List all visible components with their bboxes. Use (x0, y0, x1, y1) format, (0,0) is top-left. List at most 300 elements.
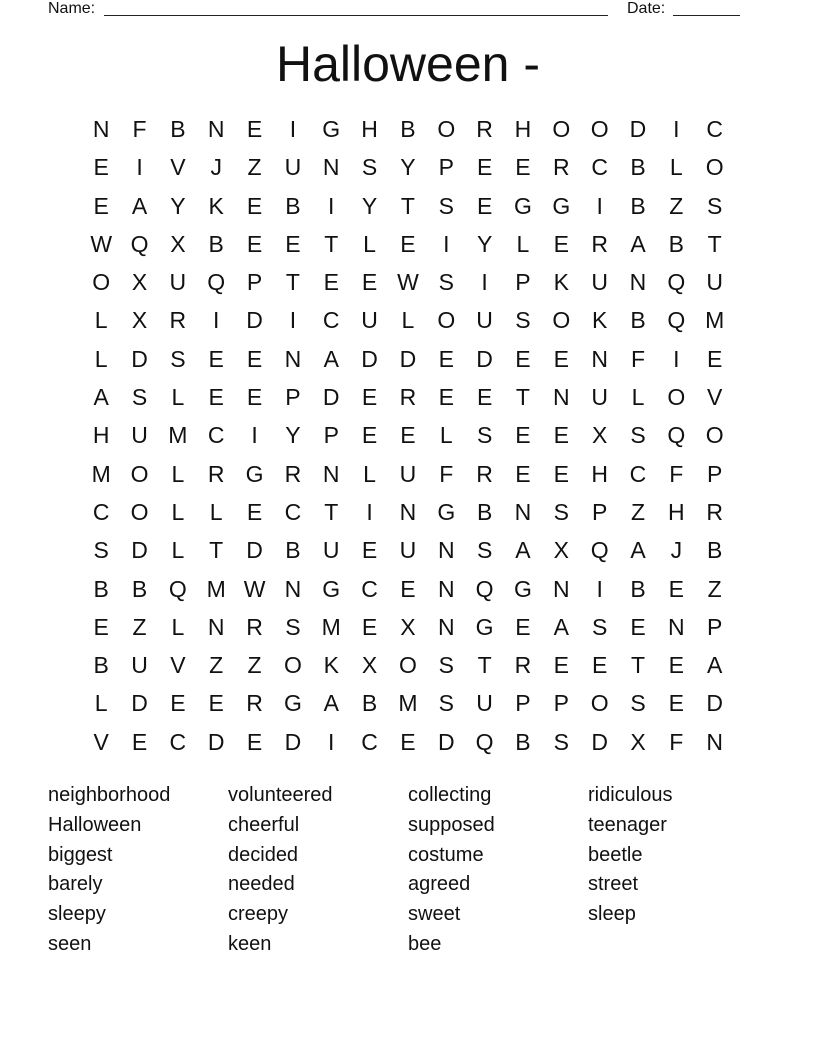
grid-letter[interactable]: U (169, 269, 187, 296)
grid-letter[interactable]: P (438, 154, 454, 181)
grid-letter[interactable]: D (207, 728, 225, 755)
grid-letter[interactable]: S (630, 690, 646, 717)
grid-letter[interactable]: U (476, 690, 493, 717)
grid-letter[interactable]: P (707, 613, 723, 640)
grid-letter[interactable]: E (515, 345, 531, 372)
grid-letter[interactable]: R (169, 307, 187, 334)
grid-letter[interactable]: Y (170, 192, 186, 219)
grid-letter[interactable]: N (437, 575, 455, 602)
word-bank-item: creepy (228, 903, 289, 926)
grid-letter[interactable]: B (400, 116, 416, 142)
grid-letter[interactable]: I (481, 269, 488, 296)
grid-letter[interactable]: S (93, 537, 109, 564)
grid-letter[interactable]: C (629, 460, 647, 487)
grid-letter[interactable]: N (706, 728, 723, 755)
grid-letter[interactable]: E (400, 230, 416, 257)
grid-letter[interactable]: W (397, 269, 419, 296)
grid-letter[interactable]: N (514, 498, 532, 525)
grid-letter[interactable]: C (361, 728, 378, 755)
word-bank-item: sleep (588, 903, 636, 926)
name-blank-line[interactable] (104, 15, 608, 16)
grid-letter[interactable]: S (553, 728, 569, 755)
grid-letter[interactable]: N (322, 154, 340, 181)
grid-letter[interactable]: V (707, 384, 723, 411)
grid-letter[interactable]: P (323, 422, 339, 449)
grid-letter[interactable]: N (92, 116, 110, 142)
grid-letter[interactable]: E (361, 613, 378, 640)
grid-letter[interactable]: C (361, 575, 378, 602)
grid-letter[interactable]: C (591, 154, 608, 181)
grid-letter[interactable]: E (131, 728, 148, 755)
grid-letter[interactable]: R (246, 613, 263, 640)
grid-letter[interactable]: E (476, 192, 493, 219)
grid-letter[interactable]: O (130, 498, 149, 525)
grid-letter[interactable]: U (591, 384, 608, 411)
grid-letter[interactable]: Z (669, 192, 684, 219)
grid-letter[interactable]: F (630, 345, 646, 372)
grid-letter[interactable]: Q (590, 537, 609, 564)
grid-letter[interactable]: M (206, 575, 226, 602)
grid-letter[interactable]: B (515, 728, 531, 755)
grid-letter[interactable]: E (93, 613, 109, 640)
grid-letter[interactable]: X (131, 269, 148, 296)
grid-letter[interactable]: M (321, 613, 341, 640)
grid-letter[interactable]: E (400, 575, 416, 602)
grid-letter[interactable]: I (289, 116, 297, 142)
grid-letter[interactable]: Q (475, 728, 494, 755)
grid-letter[interactable]: D (437, 728, 455, 755)
grid-letter[interactable]: E (515, 613, 531, 640)
grid-letter[interactable]: L (94, 345, 108, 372)
grid-letter[interactable]: E (361, 384, 378, 411)
grid-letter[interactable]: E (208, 345, 224, 372)
grid-letter[interactable]: P (515, 269, 531, 296)
grid-letter[interactable]: N (552, 575, 570, 602)
grid-letter[interactable]: E (208, 384, 224, 411)
grid-letter[interactable]: O (130, 460, 149, 487)
grid-letter[interactable]: E (476, 154, 493, 181)
grid-letter[interactable]: G (514, 192, 532, 219)
grid-letter[interactable]: L (363, 230, 376, 257)
grid-letter[interactable]: E (591, 652, 608, 679)
grid-letter[interactable]: O (590, 116, 609, 142)
grid-letter[interactable]: L (363, 460, 376, 487)
grid-letter[interactable]: L (171, 537, 185, 564)
grid-letter[interactable]: T (209, 537, 224, 564)
grid-letter[interactable]: N (591, 345, 608, 372)
grid-letter[interactable]: G (283, 690, 302, 717)
grid-letter[interactable]: U (706, 269, 723, 296)
grid-letter[interactable]: R (399, 384, 417, 411)
grid-letter[interactable]: Q (130, 230, 149, 257)
grid-letter[interactable]: L (171, 460, 185, 487)
grid-letter[interactable]: T (707, 230, 722, 257)
grid-letter[interactable]: E (668, 575, 684, 602)
grid-letter[interactable]: X (361, 652, 378, 679)
grid-letter[interactable]: N (284, 575, 302, 602)
grid-letter[interactable]: E (438, 345, 454, 372)
grid-letter[interactable]: E (553, 652, 569, 679)
grid-letter[interactable]: L (171, 384, 185, 411)
grid-letter[interactable]: Y (400, 154, 416, 181)
grid-letter[interactable]: Q (475, 575, 494, 602)
grid-letter[interactable]: B (361, 690, 378, 717)
grid-letter[interactable]: G (437, 498, 456, 525)
grid-letter[interactable]: H (668, 498, 685, 525)
grid-letter[interactable]: Y (361, 192, 378, 219)
grid-letter[interactable]: G (514, 575, 532, 602)
grid-letter[interactable]: F (439, 460, 454, 487)
grid-letter[interactable]: A (515, 537, 531, 564)
grid-letter[interactable]: S (553, 498, 569, 525)
grid-letter[interactable]: L (94, 690, 108, 717)
grid-letter[interactable]: I (673, 116, 680, 142)
grid-letter[interactable]: D (399, 345, 417, 372)
grid-letter[interactable]: R (207, 460, 225, 487)
grid-letter[interactable]: E (361, 537, 378, 564)
grid-letter[interactable]: C (207, 422, 225, 449)
grid-letter[interactable]: X (400, 613, 416, 640)
grid-letter[interactable]: U (476, 307, 493, 334)
grid-letter[interactable]: U (322, 537, 340, 564)
grid-letter[interactable]: U (284, 154, 302, 181)
grid-letter[interactable]: N (284, 345, 302, 372)
grid-letter[interactable]: G (245, 460, 264, 487)
grid-letter[interactable]: E (246, 345, 263, 372)
grid-letter[interactable]: U (131, 422, 148, 449)
grid-letter[interactable]: B (668, 230, 684, 257)
grid-letter[interactable]: X (170, 230, 186, 257)
grid-letter[interactable]: E (438, 384, 454, 411)
grid-letter[interactable]: N (399, 498, 417, 525)
grid-letter[interactable]: R (476, 116, 493, 142)
grid-letter[interactable]: X (131, 307, 148, 334)
grid-letter[interactable]: O (437, 116, 456, 142)
grid-letter[interactable]: P (707, 460, 723, 487)
grid-letter[interactable]: E (93, 154, 109, 181)
grid-letter[interactable]: B (630, 192, 646, 219)
grid-letter[interactable]: Y (476, 230, 493, 257)
grid-letter[interactable]: F (669, 460, 684, 487)
grid-letter[interactable]: C (284, 498, 302, 525)
grid-letter[interactable]: U (399, 537, 417, 564)
grid-letter[interactable]: I (443, 230, 450, 257)
grid-letter[interactable]: D (131, 345, 148, 372)
grid-letter[interactable]: K (323, 652, 339, 679)
grid-letter[interactable]: E (630, 613, 646, 640)
grid-letter[interactable]: G (475, 613, 494, 640)
grid-letter[interactable]: Q (667, 269, 686, 296)
grid-letter[interactable]: Y (285, 422, 301, 449)
grid-letter[interactable]: E (246, 192, 263, 219)
grid-letter[interactable]: N (552, 384, 570, 411)
grid-letter[interactable]: S (170, 345, 186, 372)
grid-letter[interactable]: T (285, 269, 300, 296)
grid-letter[interactable]: D (591, 728, 608, 755)
grid-letter[interactable]: M (705, 307, 725, 334)
grid-letter[interactable]: E (246, 116, 263, 142)
grid-letter[interactable]: E (515, 154, 531, 181)
grid-letter[interactable]: J (210, 154, 222, 181)
grid-letter[interactable]: L (171, 498, 185, 525)
grid-letter[interactable]: E (515, 422, 531, 449)
grid-letter[interactable]: T (630, 652, 646, 679)
grid-row (82, 493, 734, 531)
grid-letter[interactable]: E (515, 460, 531, 487)
grid-letter[interactable]: A (630, 537, 646, 564)
grid-letter[interactable]: T (324, 230, 339, 257)
grid-letter[interactable]: M (91, 460, 111, 487)
grid-letter[interactable]: Z (630, 498, 646, 525)
grid-letter[interactable]: R (284, 460, 302, 487)
date-blank-line[interactable] (673, 15, 740, 16)
grid-letter[interactable]: P (246, 269, 263, 296)
grid-letter[interactable]: A (323, 345, 339, 372)
grid-letter[interactable]: C (322, 307, 340, 334)
grid-letter[interactable]: S (707, 192, 723, 219)
grid-letter[interactable]: E (170, 690, 186, 717)
grid-letter[interactable]: P (591, 498, 608, 525)
grid-letter[interactable]: S (515, 307, 531, 334)
grid-letter[interactable]: E (208, 690, 224, 717)
grid-letter[interactable]: I (596, 192, 603, 219)
grid-letter[interactable]: E (361, 269, 378, 296)
grid-letter[interactable]: D (322, 384, 340, 411)
grid-letter[interactable]: T (324, 498, 339, 525)
grid-letter[interactable]: D (131, 537, 148, 564)
grid-letter[interactable]: C (92, 498, 110, 525)
grid-letter[interactable]: D (629, 116, 647, 142)
grid-letter[interactable]: Z (707, 575, 722, 602)
grid-letter[interactable]: V (170, 154, 186, 181)
grid-letter[interactable]: B (131, 575, 148, 602)
grid-letter[interactable]: N (629, 269, 647, 296)
grid-letter[interactable]: G (322, 575, 341, 602)
grid-letter[interactable]: I (289, 307, 297, 334)
grid-letter[interactable]: E (707, 345, 723, 372)
grid-letter[interactable]: U (399, 460, 417, 487)
grid-letter[interactable]: K (591, 307, 608, 334)
grid-letter[interactable]: S (438, 652, 454, 679)
grid-row (82, 455, 734, 493)
grid-letter[interactable]: E (285, 230, 301, 257)
grid-letter[interactable]: H (591, 460, 608, 487)
grid-letter[interactable]: L (669, 154, 683, 181)
grid-letter[interactable]: O (705, 422, 724, 449)
grid-letter[interactable]: E (93, 192, 109, 219)
grid-letter[interactable]: S (591, 613, 608, 640)
grid-letter[interactable]: V (93, 728, 109, 755)
grid-letter[interactable]: N (437, 537, 455, 564)
grid-letter[interactable]: J (670, 537, 683, 564)
grid-letter[interactable]: A (707, 652, 723, 679)
grid-letter[interactable]: O (437, 307, 456, 334)
grid-letter[interactable]: I (213, 307, 220, 334)
grid-letter[interactable]: B (170, 116, 186, 142)
grid-letter[interactable]: R (514, 652, 532, 679)
grid-letter[interactable]: O (398, 652, 417, 679)
grid-letter[interactable]: E (400, 422, 416, 449)
word-bank-item: sweet (408, 903, 461, 926)
grid-letter[interactable]: W (90, 230, 113, 257)
grid-letter[interactable]: U (131, 652, 148, 679)
grid-letter[interactable]: G (552, 192, 571, 219)
grid-letter[interactable]: O (705, 154, 724, 181)
grid-letter[interactable]: O (590, 690, 609, 717)
grid-letter[interactable]: L (171, 613, 185, 640)
grid-letter[interactable]: B (476, 498, 493, 525)
grid-letter[interactable]: N (668, 613, 685, 640)
grid-letter[interactable]: I (596, 575, 603, 602)
grid-letter[interactable]: R (552, 154, 570, 181)
page-title: Halloween - (275, 36, 540, 92)
grid-letter[interactable]: R (476, 460, 493, 487)
grid-row (82, 378, 734, 416)
grid-letter[interactable]: M (398, 690, 418, 717)
grid-letter[interactable]: D (284, 728, 302, 755)
grid-letter[interactable]: S (361, 154, 378, 181)
grid-letter[interactable]: B (208, 230, 224, 257)
grid-letter[interactable]: D (361, 345, 378, 372)
grid-letter[interactable]: B (285, 537, 301, 564)
grid-letter[interactable]: E (246, 384, 263, 411)
grid-letter[interactable]: R (246, 690, 263, 717)
grid-letter[interactable]: G (322, 116, 341, 142)
grid-letter[interactable]: L (401, 307, 415, 334)
grid-letter[interactable]: N (207, 116, 225, 142)
grid-letter[interactable]: D (131, 690, 148, 717)
grid-letter[interactable]: E (553, 460, 569, 487)
grid-letter[interactable]: H (514, 116, 532, 142)
grid-letter[interactable]: P (553, 690, 569, 717)
grid-letter[interactable]: S (131, 384, 148, 411)
grid-letter[interactable]: U (591, 269, 608, 296)
grid-letter[interactable]: B (707, 537, 723, 564)
grid-letter[interactable]: O (552, 116, 571, 142)
grid-letter[interactable]: E (246, 728, 263, 755)
grid-letter[interactable]: B (630, 307, 646, 334)
grid-letter[interactable]: O (283, 652, 302, 679)
grid-letter[interactable]: S (438, 269, 454, 296)
grid-row (82, 187, 734, 225)
grid-letter[interactable]: R (591, 230, 608, 257)
grid-letter[interactable]: E (361, 422, 378, 449)
grid-letter[interactable]: I (328, 192, 335, 219)
grid-letter[interactable]: F (132, 116, 147, 142)
grid-letter[interactable]: O (92, 269, 111, 296)
grid-letter[interactable]: A (553, 613, 569, 640)
grid-letter[interactable]: B (285, 192, 301, 219)
grid-letter[interactable]: I (328, 728, 335, 755)
grid-letter[interactable]: A (630, 230, 646, 257)
grid-letter[interactable]: C (706, 116, 723, 142)
grid-letter[interactable]: U (361, 307, 378, 334)
grid-letter[interactable]: I (366, 498, 373, 525)
grid-letter[interactable]: Q (168, 575, 187, 602)
grid-letter[interactable]: B (93, 652, 109, 679)
grid-letter[interactable]: A (131, 192, 148, 219)
grid-letter[interactable]: T (477, 652, 492, 679)
grid-letter[interactable]: D (706, 690, 723, 717)
grid-letter[interactable]: L (631, 384, 645, 411)
grid-letter[interactable]: Q (667, 307, 686, 334)
grid-letter[interactable]: A (93, 384, 109, 411)
grid-letter[interactable]: S (476, 422, 493, 449)
grid-letter[interactable]: Q (667, 422, 686, 449)
grid-letter[interactable]: F (669, 728, 684, 755)
grid-letter[interactable]: E (553, 230, 569, 257)
grid-letter[interactable]: H (361, 116, 378, 142)
grid-letter[interactable]: N (207, 613, 225, 640)
grid-letter[interactable]: A (323, 690, 339, 717)
grid-letter[interactable]: X (630, 728, 646, 755)
grid-letter[interactable]: E (668, 690, 684, 717)
grid-letter[interactable]: H (92, 422, 110, 449)
grid-letter[interactable]: D (246, 537, 263, 564)
grid-letter[interactable]: S (476, 537, 493, 564)
grid-letter[interactable]: D (476, 345, 493, 372)
grid-letter[interactable]: K (208, 192, 224, 219)
grid-letter[interactable]: I (251, 422, 258, 449)
grid-letter[interactable]: X (591, 422, 608, 449)
grid-letter[interactable]: N (437, 613, 455, 640)
grid-letter[interactable]: E (246, 498, 263, 525)
grid-letter[interactable]: Z (247, 154, 262, 181)
grid-letter[interactable]: V (170, 652, 186, 679)
grid-letter[interactable]: E (323, 269, 339, 296)
grid-letter[interactable]: E (553, 422, 569, 449)
grid-letter[interactable]: C (169, 728, 187, 755)
grid-letter[interactable]: I (673, 345, 680, 372)
grid-row (82, 723, 734, 761)
grid-letter[interactable]: K (553, 269, 569, 296)
grid-letter[interactable]: M (168, 422, 188, 449)
grid-letter[interactable]: Z (209, 652, 224, 679)
grid-letter[interactable]: Z (132, 613, 147, 640)
grid-letter[interactable]: B (630, 575, 646, 602)
grid-letter[interactable]: R (706, 498, 723, 525)
grid-letter[interactable]: B (93, 575, 109, 602)
grid-letter[interactable]: E (668, 652, 684, 679)
grid-letter[interactable]: O (552, 307, 571, 334)
grid-letter[interactable]: T (515, 384, 530, 411)
grid-letter[interactable]: P (515, 690, 531, 717)
grid-letter[interactable]: S (285, 613, 301, 640)
grid-letter[interactable]: E (400, 728, 416, 755)
grid-letter[interactable]: S (438, 192, 454, 219)
grid-letter[interactable]: Z (247, 652, 262, 679)
grid-letter[interactable]: I (136, 154, 143, 181)
grid-letter[interactable]: S (630, 422, 646, 449)
grid-letter[interactable]: E (553, 345, 569, 372)
grid-letter[interactable]: D (246, 307, 263, 334)
grid-letter[interactable]: T (400, 192, 415, 219)
grid-letter[interactable]: E (246, 230, 263, 257)
grid-letter[interactable]: P (285, 384, 301, 411)
grid-letter[interactable]: O (667, 384, 686, 411)
grid-letter[interactable]: B (630, 154, 646, 181)
grid-letter[interactable]: S (438, 690, 454, 717)
grid-letter[interactable]: X (553, 537, 569, 564)
grid-letter[interactable]: L (209, 498, 223, 525)
grid-letter[interactable]: E (476, 384, 493, 411)
grid-letter[interactable]: N (322, 460, 340, 487)
grid-letter[interactable]: L (516, 230, 530, 257)
grid-letter[interactable]: L (439, 422, 453, 449)
grid-letter[interactable]: Q (207, 269, 226, 296)
grid-letter[interactable]: W (243, 575, 266, 602)
grid-letter[interactable]: L (94, 307, 108, 334)
